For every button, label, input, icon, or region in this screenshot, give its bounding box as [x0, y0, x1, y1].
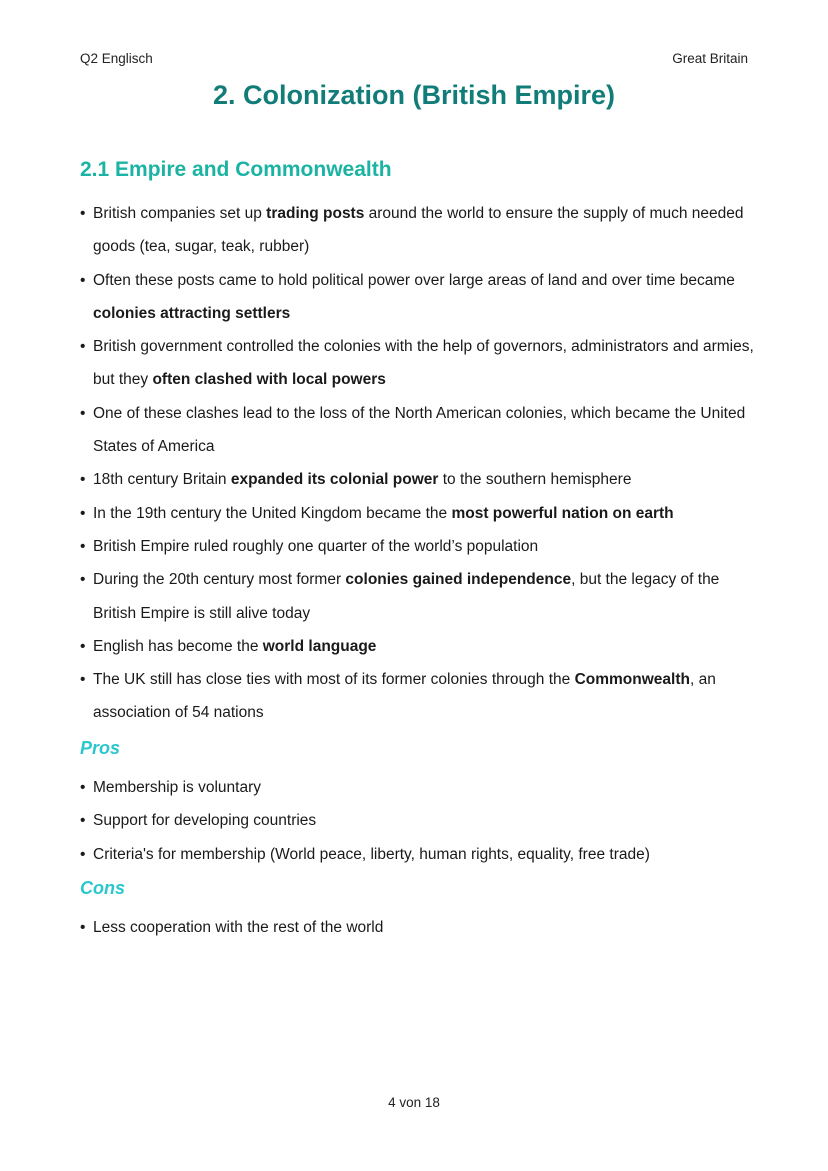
list-item: • Less cooperation with the rest of the world [80, 911, 760, 944]
list-item: • During the 20th century most former colonies gained independence, but the legacy of the British Empire is still alive today [80, 563, 760, 630]
section-heading: 2.1 Empire and Commonwealth [80, 158, 392, 181]
list-item: • One of these clashes lead to the loss of the North American colonies, which became the United States of America [80, 397, 760, 464]
pros-heading: Pros [80, 738, 121, 758]
page-number: 4 von 18 [388, 1095, 440, 1110]
list-item: • Support for developing countries [80, 804, 760, 837]
empire-bullet-list [80, 197, 760, 730]
header-course: Q2 Englisch [80, 51, 153, 66]
list-item: • British government controlled the colonies with the help of governors, administrators and armies, but they often clashed with local powers [80, 330, 760, 397]
list-item: • The UK still has close ties with most of its former colonies through the Commonwealth, an association of 54 nations [80, 663, 760, 730]
cons-heading: Cons [80, 878, 125, 898]
cons-list [80, 911, 760, 944]
list-item: • Criteria's for membership (World peace, liberty, human rights, equality, free trade) [80, 838, 760, 871]
pros-list [80, 771, 760, 871]
list-item: • Membership is voluntary [80, 771, 760, 804]
list-item: • In the 19th century the United Kingdom became the most powerful nation on earth [80, 497, 760, 530]
page-title: 2. Colonization (British Empire) [212, 80, 616, 110]
list-item: • 18th century Britain expanded its colonial power to the southern hemisphere [80, 463, 760, 496]
header-topic: Great Britain [672, 51, 748, 66]
list-item: • English has become the world language [80, 630, 760, 663]
list-item: • Often these posts came to hold political power over large areas of land and over time became colonies attracting settlers [80, 264, 760, 331]
list-item: • British Empire ruled roughly one quarter of the world’s population [80, 530, 760, 563]
list-item: • British companies set up trading posts around the world to ensure the supply of much needed goods (tea, sugar, teak, rubber) [80, 197, 760, 264]
